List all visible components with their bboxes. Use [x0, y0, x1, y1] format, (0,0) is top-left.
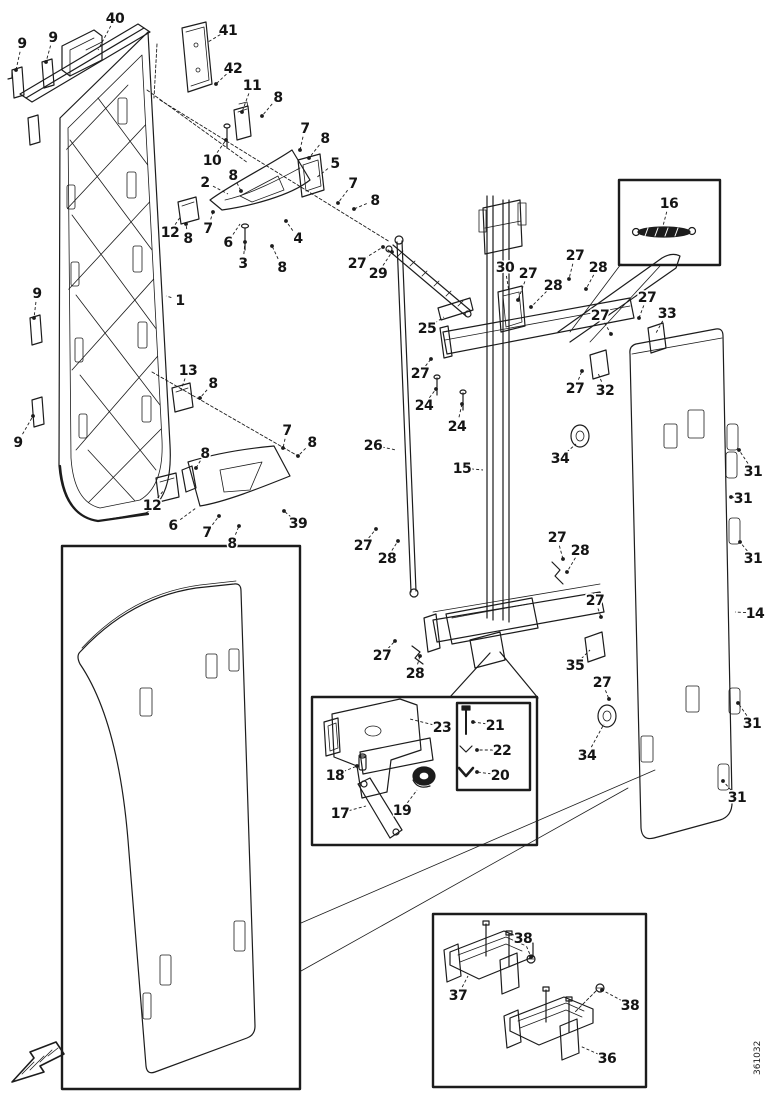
hardware-dot: [529, 305, 533, 309]
callout-label: 38: [620, 998, 640, 1014]
callout-label: 37: [448, 988, 468, 1004]
callout-label: 39: [288, 516, 308, 532]
hardware-dot: [194, 466, 198, 470]
callout-label: 8: [320, 131, 330, 147]
callout-leader: [569, 264, 573, 279]
callout-label: 21: [485, 718, 505, 734]
hardware-dot: [284, 219, 288, 223]
callout-label: 34: [550, 451, 570, 467]
callout-leader: [471, 469, 483, 470]
callout-leader: [518, 281, 525, 300]
hardware-dot: [429, 357, 433, 361]
callout-label: 8: [228, 168, 238, 184]
callout-label: 8: [273, 90, 283, 106]
hardware-dot: [471, 720, 475, 724]
callout-leader: [338, 190, 348, 203]
side-frame-lattice: [20, 24, 170, 521]
callout-leader: [233, 224, 240, 235]
callout-leader: [459, 404, 462, 417]
hardware-dot: [198, 396, 202, 400]
callout-label: 27: [565, 381, 585, 397]
hardware-dot: [599, 615, 603, 619]
callout-label: 19: [392, 803, 412, 819]
callouts-layer: [13, 11, 765, 1067]
callout-label: 7: [348, 176, 358, 192]
clip-and-bolt: [224, 102, 251, 148]
hardware-dot: [475, 748, 479, 752]
callout-label: 8: [370, 193, 380, 209]
callout-label: 7: [300, 121, 310, 137]
callout-leader: [383, 252, 392, 266]
callout-label: 9: [32, 286, 42, 302]
hardware-dot: [738, 540, 742, 544]
callout-label: 7: [203, 221, 213, 237]
callout-label: 27: [347, 256, 367, 272]
callout-leader: [639, 305, 644, 318]
callout-label: 28: [543, 278, 563, 294]
callout-label: 10: [202, 153, 222, 169]
hardware-dot: [565, 570, 569, 574]
callout-leader: [272, 246, 278, 259]
callout-label: 42: [223, 61, 243, 77]
hardware-dot: [214, 82, 218, 86]
callout-leader: [586, 275, 594, 289]
hardware-dot: [736, 701, 740, 705]
hardware-dot: [737, 448, 741, 452]
hardware-dot: [352, 207, 356, 211]
hardware-dot: [184, 222, 188, 226]
hardware-dot: [584, 287, 588, 291]
callout-leader: [567, 558, 575, 572]
coil-spring: [633, 227, 696, 237]
figure-code: 361032: [753, 1040, 763, 1075]
callout-label: 8: [307, 435, 317, 451]
callout-label: 8: [183, 231, 193, 247]
callout-leader: [473, 722, 486, 724]
callout-label: 27: [410, 366, 430, 382]
hardware-dot: [729, 495, 733, 499]
callout-label: 27: [592, 675, 612, 691]
backing-plate: [154, 22, 212, 98]
callout-leader: [262, 104, 272, 116]
callout-leader: [602, 990, 622, 1001]
hardware-dot: [336, 201, 340, 205]
forward-arrow: [12, 1042, 64, 1082]
hardware-dot: [381, 245, 385, 249]
callout-label: 28: [377, 551, 397, 567]
hardware-dot: [237, 524, 241, 528]
hardware-dot: [721, 779, 725, 783]
callout-label: 41: [218, 23, 238, 39]
callout-label: 24: [447, 419, 467, 435]
callout-label: 27: [353, 538, 373, 554]
callout-leader: [735, 612, 746, 613]
hardware-dot: [607, 697, 611, 701]
callout-leader: [580, 1046, 599, 1054]
callout-leader: [349, 806, 366, 811]
callout-label: 28: [588, 260, 608, 276]
callout-leader: [591, 724, 604, 747]
callout-label: 6: [168, 518, 178, 534]
callout-label: 27: [565, 248, 585, 264]
callout-label: 27: [372, 648, 392, 664]
callout-label: 36: [597, 1051, 617, 1067]
callout-leader: [354, 204, 367, 209]
callout-leader: [22, 416, 33, 434]
hardware-dot: [516, 298, 520, 302]
callout-leader: [343, 766, 357, 772]
callout-label: 34: [577, 748, 597, 764]
hardware-dot: [243, 240, 247, 244]
hardware-dot: [239, 189, 243, 193]
callout-label: 8: [227, 536, 237, 552]
hardware-dot: [282, 509, 286, 513]
callout-label: 22: [492, 743, 512, 759]
bracket-36: [504, 987, 593, 1060]
callout-label: 35: [565, 658, 585, 674]
callout-leader: [559, 546, 563, 559]
callout-label: 31: [742, 716, 762, 732]
callout-label: 29: [368, 266, 388, 282]
hardware-dot: [637, 316, 641, 320]
callout-leader: [656, 321, 663, 333]
hardware-dot: [567, 277, 571, 281]
callout-label: 6: [223, 235, 233, 251]
alignment-lines: [147, 90, 390, 456]
callout-leader: [300, 137, 303, 150]
callout-label: 14: [745, 606, 765, 622]
callout-leader: [407, 790, 417, 803]
hardware-dot: [211, 210, 215, 214]
callout-leader: [477, 772, 491, 774]
hardware-dot: [561, 557, 565, 561]
callout-label: 20: [490, 768, 510, 784]
hardware-dot: [32, 316, 36, 320]
callout-label: 12: [142, 498, 162, 514]
callout-leader: [462, 976, 468, 987]
callout-leader: [605, 323, 611, 334]
callout-label: 13: [178, 363, 198, 379]
callout-label: 30: [495, 260, 515, 276]
callout-label: 2: [200, 175, 210, 191]
hardware-dot: [31, 414, 35, 418]
hardware-dot: [529, 955, 533, 959]
callout-leader: [365, 247, 383, 258]
hardware-dot: [580, 369, 584, 373]
hardware-dot: [434, 387, 438, 391]
hardware-dot: [393, 639, 397, 643]
callout-label: 8: [208, 376, 218, 392]
callout-label: 27: [518, 266, 538, 282]
callout-label: 18: [325, 768, 345, 784]
rail-bracket: [62, 30, 102, 76]
callout-leader: [382, 447, 396, 450]
callout-label: 8: [277, 260, 287, 276]
callout-label: 11: [242, 78, 262, 94]
callout-label: 16: [659, 196, 679, 212]
l-clips: [8, 59, 54, 427]
callout-label: 31: [733, 491, 753, 507]
hardware-dot: [296, 454, 300, 458]
callout-label: 9: [13, 435, 23, 451]
callout-label: 17: [330, 806, 350, 822]
callout-label: 27: [585, 593, 605, 609]
hardware-dot: [390, 250, 394, 254]
lower-gusset-bracket: [182, 446, 290, 506]
hardware-dot: [298, 148, 302, 152]
callout-label: 3: [238, 256, 248, 272]
hardware-dot: [260, 114, 264, 118]
callout-leader: [34, 302, 36, 318]
callout-leader: [410, 719, 433, 725]
detail-box-left-panel: [62, 546, 300, 1089]
callout-label: 33: [657, 306, 677, 322]
callout-label: 31: [743, 464, 763, 480]
callout-label: 23: [432, 720, 452, 736]
hardware-dot: [418, 654, 422, 658]
callout-label: 7: [202, 525, 212, 541]
hardware-dot: [374, 527, 378, 531]
hardware-dot: [240, 110, 244, 114]
callout-label: 12: [160, 225, 180, 241]
hardware-dot: [270, 244, 274, 248]
callout-label: 27: [590, 308, 610, 324]
rear-panel-right: [630, 329, 740, 839]
callout-label: 31: [727, 790, 747, 806]
hardware-dot: [44, 60, 48, 64]
callout-leader: [166, 296, 171, 298]
hardware-dot: [609, 332, 613, 336]
callout-leader: [739, 450, 748, 464]
callout-label: 27: [637, 290, 657, 306]
strut: [395, 236, 466, 597]
callout-label: 28: [570, 543, 590, 559]
hardware-dot: [460, 402, 464, 406]
hardware-dot: [475, 770, 479, 774]
callout-label: 5: [330, 156, 340, 172]
callout-label: 27: [547, 530, 567, 546]
callout-label: 8: [200, 446, 210, 462]
callout-label: 7: [282, 423, 292, 439]
callout-label: 9: [48, 30, 58, 46]
callout-leader: [180, 508, 196, 520]
hardware-dot: [355, 764, 359, 768]
callout-label: 4: [293, 231, 303, 247]
hardware-dot: [307, 156, 311, 160]
callout-leader: [663, 212, 667, 226]
hardware-dot: [396, 539, 400, 543]
callout-label: 40: [105, 11, 125, 27]
hardware-dot: [224, 138, 228, 142]
callout-label: 9: [17, 36, 27, 52]
callout-label: 15: [452, 461, 472, 477]
callout-label: 26: [363, 438, 383, 454]
callout-label: 24: [414, 398, 434, 414]
callout-leader: [98, 26, 111, 50]
grommet: [413, 767, 435, 787]
hardware-dot: [217, 514, 221, 518]
callout-label: 32: [595, 383, 615, 399]
callout-label: 31: [743, 551, 763, 567]
hardware-dot: [600, 988, 604, 992]
callout-label: 38: [513, 931, 533, 947]
callout-label: 25: [417, 321, 437, 337]
callout-label: 28: [405, 666, 425, 682]
hardware-dot: [14, 68, 18, 72]
hardware-dot: [281, 446, 285, 450]
callout-label: 1: [175, 293, 185, 309]
